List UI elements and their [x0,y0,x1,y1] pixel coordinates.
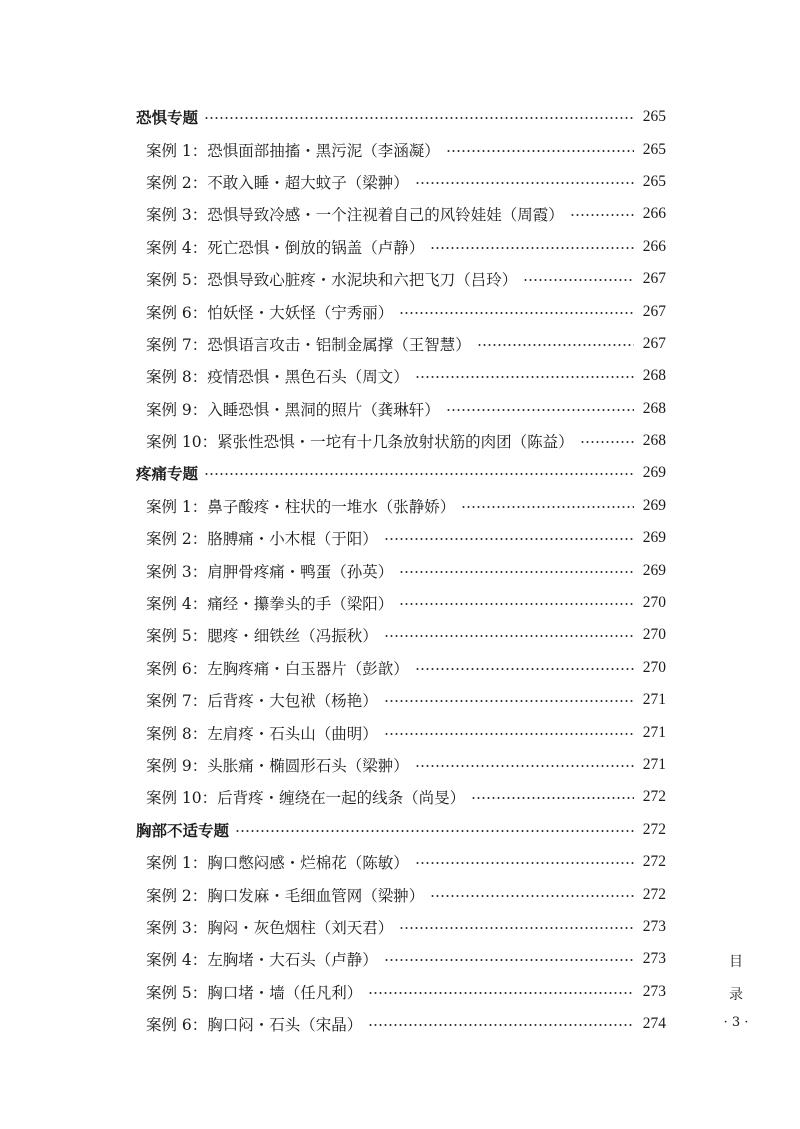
footer-char-mu: 目 [729,954,743,970]
dot-leader [523,279,634,281]
toc-entry-title: 案例 4：痛经・攥拳头的手（梁阳） [146,595,394,614]
toc-entry-page: 268 [642,432,666,450]
toc-entry-page: 269 [642,561,666,579]
dot-leader [415,182,634,184]
toc-entry-page: 265 [642,140,666,158]
toc-section-entry[interactable] [136,457,666,489]
toc-case-entry[interactable] [136,231,666,263]
toc-entry-page: 271 [642,691,666,709]
toc-entry-page: 269 [642,496,666,514]
dot-leader [446,409,634,411]
toc-entry-page: 266 [642,237,666,255]
table-of-contents [136,101,666,1040]
toc-entry-title: 案例 6：左胸疼痛・白玉器片（彭歆） [146,659,409,678]
dot-leader [415,668,634,670]
dot-leader [399,312,634,314]
toc-entry-page: 266 [642,205,666,223]
toc-entry-title: 案例 8：疫情恐惧・黑色石头（周文） [146,368,409,387]
toc-entry-title: 案例 6：怕妖怪・大妖怪（宁秀丽） [146,303,394,322]
toc-entry-title: 案例 2：胸口发麻・毛细血管网（梁翀） [146,886,425,905]
toc-entry-title: 恐惧专题 [136,109,199,128]
toc-entry-page: 273 [642,950,666,968]
dot-leader [430,247,634,249]
dot-leader [384,733,634,735]
footer-char-lu: 录 [729,986,743,1003]
toc-entry-title: 案例 5：腮疼・细铁丝（冯振秋） [146,627,378,646]
dot-leader [384,959,634,961]
toc-entry-page: 272 [642,820,666,838]
toc-case-entry[interactable] [136,1008,666,1040]
toc-case-entry[interactable] [136,652,666,684]
dot-leader [384,700,634,702]
toc-case-entry[interactable] [136,587,666,619]
dot-leader [580,441,634,443]
dot-leader [415,862,634,864]
toc-case-entry[interactable] [136,263,666,295]
toc-entry-title: 案例 2：胳膊痛・小木棍（于阳） [146,530,378,549]
dot-leader [477,344,634,346]
toc-case-entry[interactable] [136,943,666,975]
toc-entry-page: 270 [642,658,666,676]
toc-entry-title: 案例 1：恐惧面部抽搐・黑污泥（李涵凝） [146,141,440,160]
toc-entry-page: 269 [642,464,666,482]
toc-case-entry[interactable] [136,360,666,392]
toc-case-entry[interactable] [136,846,666,878]
toc-case-entry[interactable] [136,976,666,1008]
dot-leader [446,150,634,152]
toc-case-entry[interactable] [136,328,666,360]
toc-entry-title: 案例 1：胸口憋闷感・烂棉花（陈敏） [146,854,409,873]
toc-entry-title: 案例 3：肩胛骨疼痛・鸭蛋（孙英） [146,562,394,581]
toc-section-entry[interactable] [136,814,666,846]
toc-entry-page: 273 [642,982,666,1000]
toc-case-entry[interactable] [136,716,666,748]
toc-entry-title: 案例 10：紧张性恐惧・一坨有十几条放射状筋的肉团（陈益） [146,433,574,452]
toc-entry-page: 268 [642,367,666,385]
toc-case-entry[interactable] [136,781,666,813]
toc-entry-page: 268 [642,399,666,417]
dot-leader [235,830,634,832]
dot-leader [399,571,634,573]
toc-entry-page: 271 [642,723,666,741]
toc-entry-page: 267 [642,334,666,352]
toc-case-entry[interactable] [136,522,666,554]
toc-entry-title: 案例 2：不敢入睡・超大蚊子（梁翀） [146,173,409,192]
page-number: · 3 · [723,1015,749,1030]
toc-entry-page: 270 [642,594,666,612]
toc-entry-page: 267 [642,302,666,320]
dot-leader [570,214,634,216]
toc-entry-title: 案例 8：左肩疼・石头山（曲明） [146,724,378,743]
toc-entry-title: 疼痛专题 [136,465,199,484]
dot-leader [415,376,634,378]
toc-case-entry[interactable] [136,911,666,943]
toc-entry-page: 273 [642,917,666,935]
dot-leader [204,473,634,475]
toc-section-entry[interactable] [136,101,666,133]
toc-case-entry[interactable] [136,554,666,586]
toc-entry-title: 案例 7：后背疼・大包袱（杨艳） [146,692,378,711]
toc-entry-title: 案例 3：胸闷・灰色烟柱（刘天君） [146,918,394,937]
toc-entry-title: 案例 5：胸口堵・墙（任凡利） [146,983,363,1002]
toc-entry-page: 269 [642,529,666,547]
dot-leader [415,765,634,767]
running-footer [716,948,756,1033]
toc-entry-title: 案例 4：死亡恐惧・倒放的锅盖（卢静） [146,238,425,257]
toc-entry-page: 272 [642,788,666,806]
dot-leader [471,797,634,799]
dot-leader [204,117,634,119]
toc-entry-title: 胸部不适专题 [136,821,230,840]
dot-leader [384,538,634,540]
toc-entry-page: 272 [642,853,666,871]
toc-case-entry[interactable] [136,684,666,716]
toc-case-entry[interactable] [136,490,666,522]
toc-entry-page: 274 [642,1015,666,1033]
toc-entry-title: 案例 1：鼻子酸疼・柱状的一堆水（张静娇） [146,497,456,516]
toc-case-entry[interactable] [136,393,666,425]
toc-entry-title: 案例 10：后背疼・缠绕在一起的线条（尚旻） [146,789,466,808]
toc-entry-title: 案例 3：恐惧导致冷感・一个注视着自己的风铃娃娃（周霞） [146,206,564,225]
toc-entry-page: 272 [642,885,666,903]
toc-entry-title: 案例 9：入睡恐惧・黑洞的照片（龚琳轩） [146,400,440,419]
toc-entry-title: 案例 4：左胸堵・大石头（卢静） [146,951,378,970]
dot-leader [368,1024,634,1026]
toc-case-entry[interactable] [136,425,666,457]
toc-case-entry[interactable] [136,198,666,230]
toc-case-entry[interactable] [136,133,666,165]
toc-entry-page: 265 [642,108,666,126]
toc-case-entry[interactable] [136,878,666,910]
dot-leader [384,635,634,637]
toc-entry-page: 271 [642,756,666,773]
toc-case-entry[interactable] [136,749,666,781]
toc-entry-title: 案例 5：恐惧导致心脏疼・水泥块和六把飞刀（吕玲） [146,271,518,290]
toc-entry-page: 265 [642,172,666,190]
dot-leader [399,603,634,605]
toc-entry-page: 270 [642,626,666,644]
dot-leader [430,895,634,897]
toc-entry-title: 案例 9：头胀痛・椭圆形石头（梁翀） [146,757,409,775]
toc-case-entry[interactable] [136,619,666,651]
toc-case-entry[interactable] [136,166,666,198]
dot-leader [368,992,634,994]
toc-entry-title: 案例 6：胸口闷・石头（宋晶） [146,1016,363,1035]
toc-case-entry[interactable] [136,295,666,327]
toc-entry-page: 267 [642,270,666,288]
toc-entry-title: 案例 7：恐惧语言攻击・铝制金属撑（王智慧） [146,335,471,354]
dot-leader [461,506,634,508]
dot-leader [399,927,634,929]
